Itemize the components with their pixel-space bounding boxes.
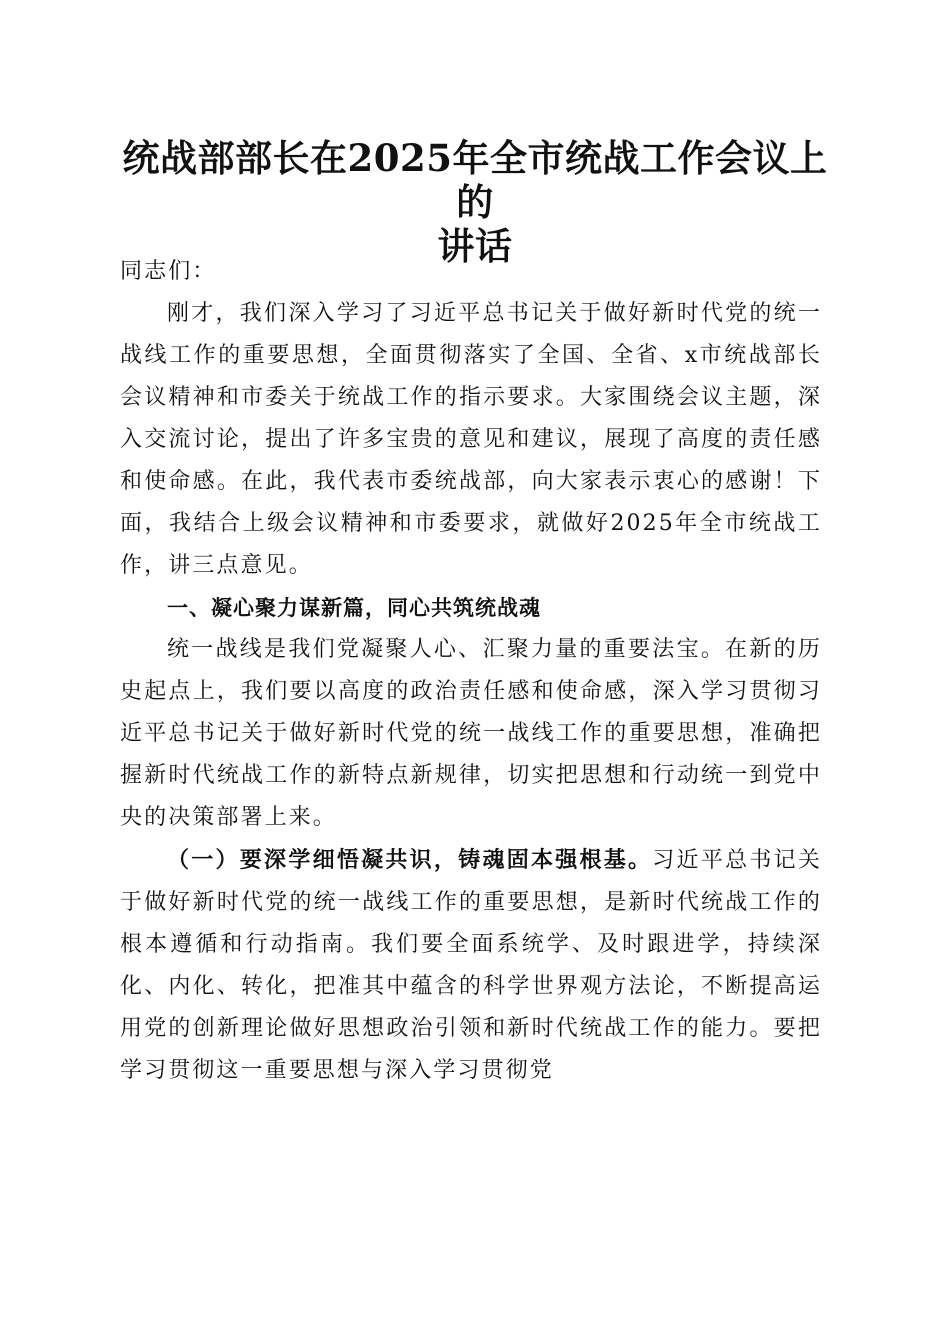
document-title <box>120 136 830 268</box>
section-heading-1: 一、凝心聚力谋新篇，同心共筑统战魂 <box>167 596 541 620</box>
salutation: 同志们： <box>120 259 217 284</box>
title-line-1: 统战部部长在2025年全市统战工作会议上的 <box>122 136 828 224</box>
opening-paragraph: 刚才，我们深入学习了习近平总书记关于做好新时代党的统一战线工作的重要思想，全面贯彻落实了全国、全省、x市统战部长会议精神和市委关于统战工作的指示要求。大家围绕会议主题，深入交流讨论，提出了许多宝贵的意见和建议，展现了高度的责任感和使命感。在此，我代表市委统战部，向大家表示衷心的感谢！下面，我结合上级会议精神和市委要求，就做好2025年全市统战工作，讲三点意见。 <box>120 301 822 578</box>
section-1-paragraph: 统一战线是我们党凝聚人心、汇聚力量的重要法宝。在新的历史起点上，我们要以高度的政治责任感和使命感，深入学习贯彻习近平总书记关于做好新时代党的统一战线工作的重要思想，准确把握新时代统战工作的新特点新规律，切实把思想和行动统一到党中央的决策部署上来。 <box>120 637 822 830</box>
subsection-paragraph-1 <box>120 839 822 1092</box>
subsection-heading-1: （一）要深学细悟凝共识，铸魂固本强根基。 <box>167 847 653 873</box>
subsection-body-1: 习近平总书记关于做好新时代党的统一战线工作的重要思想，是新时代统战工作的根本遵循和行动指南。我们要全面系统学、及时跟进学，持续深化、内化、转化，把准其中蕴含的科学世界观方法论，不断提高运用党的创新理论做好思想政治引领和新时代统战工作的能力。要把学习贯彻这一重要思想与深入学习贯彻党 <box>120 848 822 1083</box>
document-body <box>120 251 822 1092</box>
title-line-2: 讲话 <box>437 224 513 268</box>
